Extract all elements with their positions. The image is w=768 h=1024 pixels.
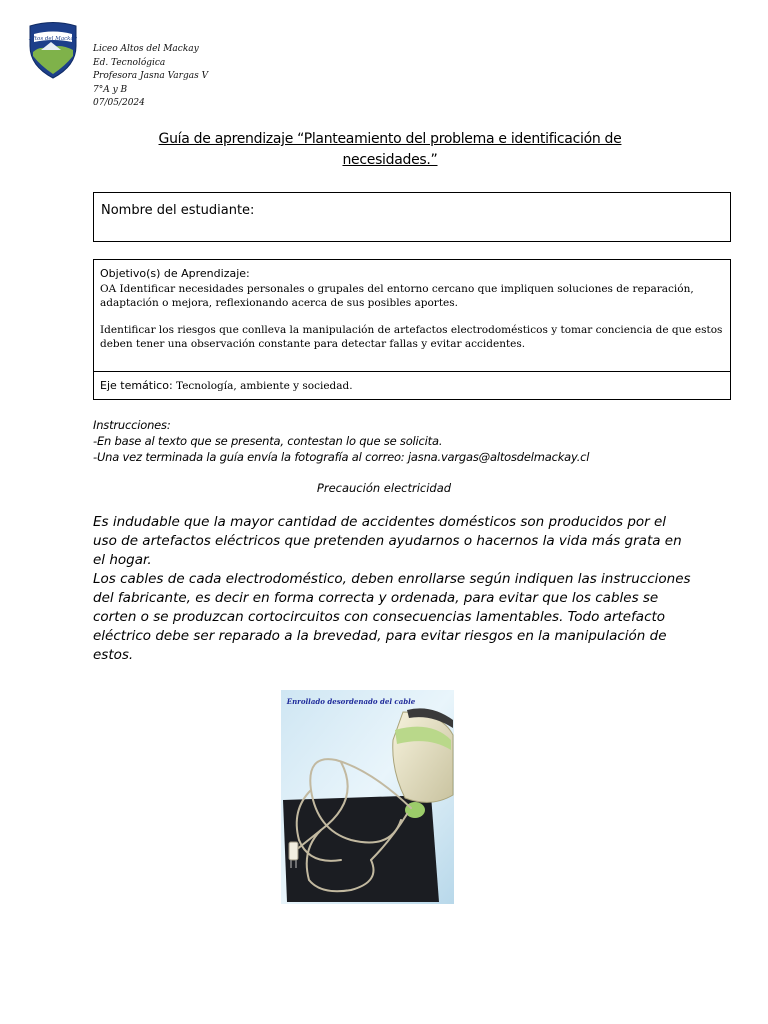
instructions-title: Instrucciones: xyxy=(93,418,171,432)
body-paragraph-2: Los cables de cada electrodoméstico, deben enrollarse según indiquen las instrucciones del fabricante, es decir en forma correcta y ordenada, para evitar que los cables se corten o se produzcan cortocircuitos con consecuencias lamentables. Todo artefacto eléctrico debe ser reparado a la brevedad, para evitar riesgos en la manipulación de estos. xyxy=(93,571,691,663)
svg-text:Enrollado desordenado del cabl: Enrollado desordenado del cable xyxy=(286,697,416,706)
eje-value: Tecnología, ambiente y sociedad. xyxy=(172,380,353,392)
school-logo xyxy=(27,20,79,80)
body-text xyxy=(93,513,693,665)
header-info xyxy=(93,43,208,111)
objectives-title: Objetivo(s) de Aprendizaje: xyxy=(100,267,250,280)
subject-name: Ed. Tecnológica xyxy=(93,57,166,68)
instructions-line-2: -Una vez terminada la guía envía la fotografía al correo: jasna.vargas@altosdelmackay.cl xyxy=(93,450,590,464)
objectives-divider xyxy=(94,371,730,372)
eje-label: Eje temático: xyxy=(100,379,173,392)
eje-tematico xyxy=(100,379,353,392)
objective-paragraph-1: OA Identificar necesidades personales o grupales del entorno cercano que impliquen soluciones de reparación, adaptación o mejora, reflexionando acerca de sus posibles aportes. xyxy=(100,283,694,309)
school-name: Liceo Altos del Mackay xyxy=(93,44,199,54)
tangled-cable-photo xyxy=(281,690,454,904)
objective-paragraph-2: Identificar los riesgos que conlleva la manipulación de artefactos electrodomésticos y tomar conciencia de que estos deben tener una observación constante para detectar fallas y evitar accidentes. xyxy=(100,324,723,350)
section-heading: Precaución electricidad xyxy=(316,481,452,495)
svg-text:Altos del Mackay: Altos del Mackay xyxy=(29,36,77,42)
objectives-box xyxy=(93,259,731,400)
teacher-name: Profesora Jasna Vargas V xyxy=(93,71,209,81)
instructions xyxy=(93,417,589,465)
grade: 7°A y B xyxy=(93,84,128,95)
date: 07/05/2024 xyxy=(93,98,145,108)
instructions-line-1: -En base al texto que se presenta, contestan lo que se solicita. xyxy=(93,434,443,448)
document-title: Guía de aprendizaje “Planteamiento del problema e identificación de necesidades.” xyxy=(158,131,622,168)
student-name-label: Nombre del estudiante: xyxy=(101,203,255,218)
student-name-box[interactable] xyxy=(93,192,731,242)
body-paragraph-1: Es indudable que la mayor cantidad de accidentes domésticos son producidos por el uso de artefactos eléctricos que pretenden ayudarnos o hacernos la vida más grata en el hogar. xyxy=(93,514,682,568)
